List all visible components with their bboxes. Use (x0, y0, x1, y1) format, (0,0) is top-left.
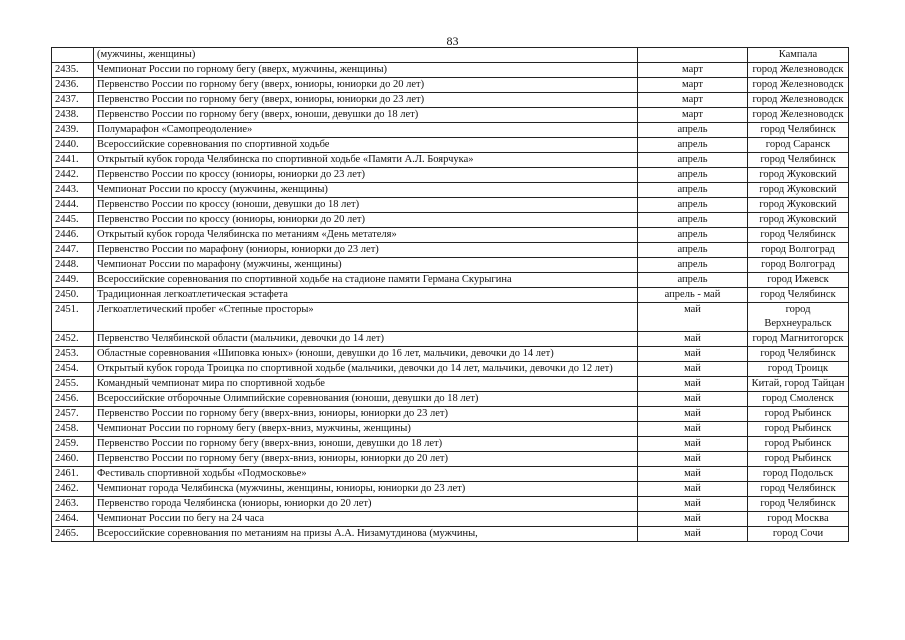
event-name: Областные соревнования «Шиповка юных» (юноши, девушки до 16 лет, мальчики, девочки до 14 лет) (94, 347, 638, 362)
event-name: Открытый кубок города Челябинска по спортивной ходьбе «Памяти А.Л. Боярчука» (94, 153, 638, 168)
table-row (52, 482, 849, 497)
event-name: Чемпионат России по марафону (мужчины, женщины) (94, 258, 638, 273)
event-place: город Ижевск (748, 273, 849, 288)
event-date: май (638, 332, 748, 347)
row-number (52, 48, 94, 63)
row-number: 2462. (52, 482, 94, 497)
table-row (52, 452, 849, 467)
event-date: май (638, 422, 748, 437)
table-row (52, 198, 849, 213)
event-place: город Москва (748, 512, 849, 527)
event-date: март (638, 93, 748, 108)
table-row (52, 153, 849, 168)
table-row (52, 168, 849, 183)
row-number: 2457. (52, 407, 94, 422)
event-place: город Челябинск (748, 153, 849, 168)
event-date: май (638, 407, 748, 422)
event-date: май (638, 482, 748, 497)
event-date: май (638, 452, 748, 467)
event-date: апрель (638, 243, 748, 258)
event-name: Первенство города Челябинска (юниоры, юниорки до 20 лет) (94, 497, 638, 512)
event-place: город Троицк (748, 362, 849, 377)
event-place: Кампала (748, 48, 849, 63)
event-date: май (638, 303, 748, 332)
event-name: Первенство России по горному бегу (вверх-вниз, юноши, девушки до 18 лет) (94, 437, 638, 452)
row-number: 2456. (52, 392, 94, 407)
event-place: город Подольск (748, 467, 849, 482)
event-date: апрель (638, 258, 748, 273)
event-date: апрель (638, 153, 748, 168)
row-number: 2453. (52, 347, 94, 362)
event-date: май (638, 497, 748, 512)
event-date: апрель (638, 123, 748, 138)
event-place: город Рыбинск (748, 437, 849, 452)
table-row (52, 213, 849, 228)
event-date: апрель (638, 273, 748, 288)
event-date: май (638, 347, 748, 362)
events-table (51, 47, 849, 542)
event-place: город Железноводск (748, 108, 849, 123)
event-date: март (638, 63, 748, 78)
event-name: Первенство России по горному бегу (вверх-вниз, юниоры, юниорки до 23 лет) (94, 407, 638, 422)
row-number: 2443. (52, 183, 94, 198)
table-row (52, 78, 849, 93)
row-number: 2436. (52, 78, 94, 93)
event-name: Фестиваль спортивной ходьбы «Подмосковье» (94, 467, 638, 482)
event-place: город Железноводск (748, 78, 849, 93)
event-date: май (638, 512, 748, 527)
row-number: 2459. (52, 437, 94, 452)
event-name: Открытый кубок города Челябинска по метаниям «День метателя» (94, 228, 638, 243)
event-name: Чемпионат России по горному бегу (вверх-вниз, мужчины, женщины) (94, 422, 638, 437)
event-name: Первенство России по горному бегу (вверх, юниоры, юниорки до 20 лет) (94, 78, 638, 93)
table-row (52, 392, 849, 407)
row-number: 2449. (52, 273, 94, 288)
page-number: 83 (446, 34, 459, 48)
event-place: город Сочи (748, 527, 849, 542)
row-number: 2450. (52, 288, 94, 303)
event-place: город Железноводск (748, 93, 849, 108)
row-number: 2452. (52, 332, 94, 347)
table-row (52, 108, 849, 123)
event-place: город Рыбинск (748, 407, 849, 422)
row-number: 2435. (52, 63, 94, 78)
event-place: город Жуковский (748, 183, 849, 198)
table-row (52, 467, 849, 482)
event-place: город Магнитогорск (748, 332, 849, 347)
event-name: Первенство России по кроссу (юноши, девушки до 18 лет) (94, 198, 638, 213)
event-name: Всероссийские соревнования по метаниям на призы А.А. Низамутдинова (мужчины, (94, 527, 638, 542)
event-name: Первенство России по кроссу (юниоры, юниорки до 23 лет) (94, 168, 638, 183)
event-name: Первенство Челябинской области (мальчики, девочки до 14 лет) (94, 332, 638, 347)
event-place: город Жуковский (748, 168, 849, 183)
event-date: апрель (638, 228, 748, 243)
event-date: май (638, 437, 748, 452)
event-date: апрель (638, 198, 748, 213)
event-name: Первенство России по горному бегу (вверх, юниоры, юниорки до 23 лет) (94, 93, 638, 108)
row-number: 2464. (52, 512, 94, 527)
event-date: апрель (638, 168, 748, 183)
table-row (52, 273, 849, 288)
table-row (52, 288, 849, 303)
row-number: 2445. (52, 213, 94, 228)
table-row (52, 93, 849, 108)
table-row (52, 437, 849, 452)
row-number: 2447. (52, 243, 94, 258)
event-place: город Саранск (748, 138, 849, 153)
row-number: 2442. (52, 168, 94, 183)
row-number: 2461. (52, 467, 94, 482)
event-name: Командный чемпионат мира по спортивной ходьбе (94, 377, 638, 392)
event-place: город Рыбинск (748, 422, 849, 437)
event-date: май (638, 467, 748, 482)
event-place: город Челябинск (748, 482, 849, 497)
row-number: 2458. (52, 422, 94, 437)
row-number: 2460. (52, 452, 94, 467)
event-date: май (638, 527, 748, 542)
row-number: 2439. (52, 123, 94, 138)
event-date (638, 48, 748, 63)
event-name: Открытый кубок города Троицка по спортивной ходьбе (мальчики, девочки до 14 лет, мальчики, девочки до 12 лет) (94, 362, 638, 377)
event-date: май (638, 362, 748, 377)
event-date: апрель (638, 213, 748, 228)
table-row (52, 512, 849, 527)
events-table-body (52, 48, 849, 542)
table-row (52, 243, 849, 258)
event-date: март (638, 78, 748, 93)
event-date: май (638, 377, 748, 392)
table-row (52, 347, 849, 362)
event-place: город Волгоград (748, 258, 849, 273)
table-row (52, 228, 849, 243)
table-row (52, 527, 849, 542)
event-name: Первенство России по горному бегу (вверх, юноши, девушки до 18 лет) (94, 108, 638, 123)
event-name: Чемпионат России по кроссу (мужчины, женщины) (94, 183, 638, 198)
event-date: май (638, 392, 748, 407)
row-number: 2440. (52, 138, 94, 153)
row-number: 2448. (52, 258, 94, 273)
table-row (52, 63, 849, 78)
event-place: город Жуковский (748, 213, 849, 228)
row-number: 2465. (52, 527, 94, 542)
event-name: (мужчины, женщины) (94, 48, 638, 63)
event-name: Всероссийские соревнования по спортивной ходьбе на стадионе памяти Германа Скурыгина (94, 273, 638, 288)
table-row (52, 377, 849, 392)
row-number: 2454. (52, 362, 94, 377)
event-name: Чемпионат города Челябинска (мужчины, женщины, юниоры, юниорки до 23 лет) (94, 482, 638, 497)
table-row (52, 362, 849, 377)
table-row (52, 138, 849, 153)
table-row (52, 497, 849, 512)
event-name: Всероссийские соревнования по спортивной ходьбе (94, 138, 638, 153)
event-place: город Челябинск (748, 497, 849, 512)
event-date: март (638, 108, 748, 123)
row-number: 2441. (52, 153, 94, 168)
event-name: Первенство России по кроссу (юниоры, юниорки до 20 лет) (94, 213, 638, 228)
table-row (52, 258, 849, 273)
table-row (52, 407, 849, 422)
table-row (52, 123, 849, 138)
table-row (52, 422, 849, 437)
event-place: город Челябинск (748, 347, 849, 362)
event-place: город Рыбинск (748, 452, 849, 467)
table-row (52, 48, 849, 63)
event-name: Всероссийские отборочные Олимпийские соревнования (юноши, девушки до 18 лет) (94, 392, 638, 407)
event-place: город Жуковский (748, 198, 849, 213)
event-place: город Челябинск (748, 288, 849, 303)
table-row (52, 303, 849, 332)
event-name: Легкоатлетический пробег «Степные просторы» (94, 303, 638, 332)
event-date: апрель - май (638, 288, 748, 303)
event-place: Китай, город Тайцан (748, 377, 849, 392)
event-place: город Челябинск (748, 228, 849, 243)
event-name: Первенство России по горному бегу (вверх-вниз, юниоры, юниорки до 20 лет) (94, 452, 638, 467)
event-place: город Челябинск (748, 123, 849, 138)
event-place: город Верхнеуральск (748, 303, 849, 332)
event-name: Чемпионат России по горному бегу (вверх, мужчины, женщины) (94, 63, 638, 78)
event-place: город Железноводск (748, 63, 849, 78)
row-number: 2438. (52, 108, 94, 123)
event-name: Полумарафон «Самопреодоление» (94, 123, 638, 138)
event-date: апрель (638, 183, 748, 198)
row-number: 2444. (52, 198, 94, 213)
event-place: город Смоленск (748, 392, 849, 407)
event-name: Первенство России по марафону (юниоры, юниорки до 23 лет) (94, 243, 638, 258)
table-row (52, 183, 849, 198)
event-name: Чемпионат России по бегу на 24 часа (94, 512, 638, 527)
table-row (52, 332, 849, 347)
row-number: 2437. (52, 93, 94, 108)
row-number: 2463. (52, 497, 94, 512)
row-number: 2451. (52, 303, 94, 332)
event-place: город Волгоград (748, 243, 849, 258)
event-date: апрель (638, 138, 748, 153)
row-number: 2446. (52, 228, 94, 243)
row-number: 2455. (52, 377, 94, 392)
event-name: Традиционная легкоатлетическая эстафета (94, 288, 638, 303)
